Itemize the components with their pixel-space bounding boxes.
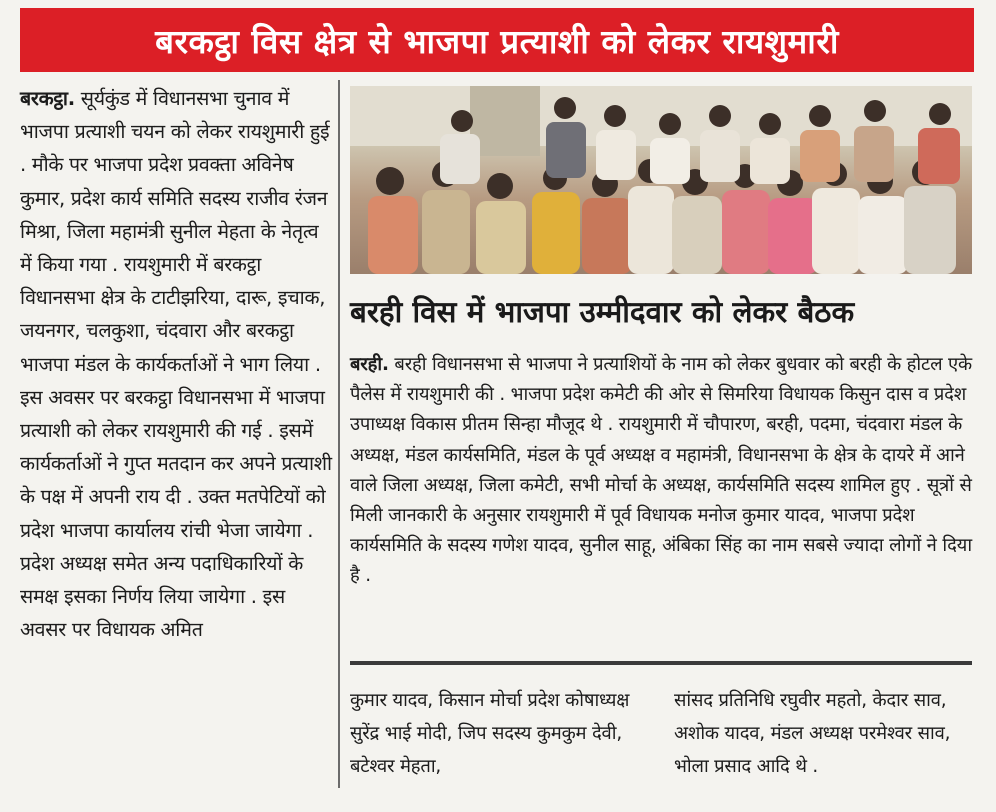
meeting-photo — [350, 86, 972, 274]
section-divider — [350, 661, 972, 665]
left-article — [20, 82, 332, 646]
right-dateline: बरही. — [350, 354, 389, 375]
continuation-column-2 — [674, 684, 976, 783]
right-article-body: बरही विधानसभा से भाजपा ने प्रत्याशियों के नाम को लेकर बुधवार को बरही के होटल एके पैलेस में रायशुमारी की . भाजपा प्रदेश कमेटी की ओर से सिमरिया विधायक किसुन दास व प्रदेश उपाध्यक्ष विकास प्रीतम सिन्हा मौजूद थे . रायशुमारी में चौपारण, बरही, पदमा, चंदवारा मंडल के अध्यक्ष, मंडल कार्यसमिति, मंडल के पूर्व अध्यक्ष व महामंत्री, विधानसभा के क्षेत्र के दायरे में आने वाले जिला अध्यक्ष, जिला कमेटी, सभी मोर्चा के अध्यक्ष, कार्यसमिति सदस्य शामिल हुए . सूत्रों से मिली जानकारी के अनुसार रायशुमारी में पूर्व विधायक मनोज कुमार यादव, भाजपा प्रदेश कार्यसमिति के सदस्य गणेश यादव, सुनील साहू, अंबिका सिंह का नाम सबसे ज्यादा लोगों ने दिया है . — [350, 354, 972, 587]
continuation-text-2: सांसद प्रतिनिधि रघुवीर महतो, केदार साव, अशोक यादव, मंडल अध्यक्ष परमेश्वर साव, भोला प्रसाद आदि थे . — [674, 690, 951, 777]
right-article — [350, 350, 974, 592]
left-article-text — [20, 82, 332, 646]
page-headline: बरकट्ठा विस क्षेत्र से भाजपा प्रत्याशी को लेकर रायशुमारी — [155, 21, 839, 61]
continuation-column-1 — [350, 684, 650, 783]
column-divider — [338, 80, 340, 788]
left-article-body: सूर्यकुंड में विधानसभा चुनाव में भाजपा प्रत्याशी चयन को लेकर रायशुमारी हुई . मौके पर भाजपा प्रदेश प्रवक्ता अविनेष कुमार, प्रदेश कार्य समिति सदस्य राजीव रंजन मिश्रा, जिला महामंत्री सुनील मेहता के नेतृत्व में किया गया . रायशुमारी में बरकट्ठा विधानसभा क्षेत्र के टाटीझरिया, दारू, इचाक, जयनगर, चलकुशा, चंदवारा और बरकट्ठा भाजपा मंडल के कार्यकर्ताओं ने भाग लिया . इस अवसर पर बरकट्ठा विधानसभा में भाजपा प्रत्याशी को लेकर रायशुमारी की गई . इसमें कार्यकर्ताओं ने गुप्त मतदान कर अपने प्रत्याशी के पक्ष में अपनी राय दी . उक्त मतपेटियों को प्रदेश भाजपा कार्यालय रांची भेजा जायेगा . प्रदेश अध्यक्ष समेत अन्य पदाधिकारियों के समक्ष इसका निर्णय लिया जायेगा . इस अवसर पर विधायक अमित — [20, 87, 332, 642]
left-dateline: बरकट्ठा. — [20, 87, 75, 110]
meeting-photo-illustration — [350, 86, 972, 274]
continuation-text-1: कुमार यादव, किसान मोर्चा प्रदेश कोषाध्यक्ष सुरेंद्र भाई मोदी, जिप सदस्य कुमकुम देवी, बटेश्वर मेहता, — [350, 690, 630, 777]
sub-headline: बरही विस में भाजपा उम्मीदवार को लेकर बैठक — [350, 295, 855, 329]
right-article-text — [350, 350, 974, 592]
headline-banner — [20, 8, 974, 72]
